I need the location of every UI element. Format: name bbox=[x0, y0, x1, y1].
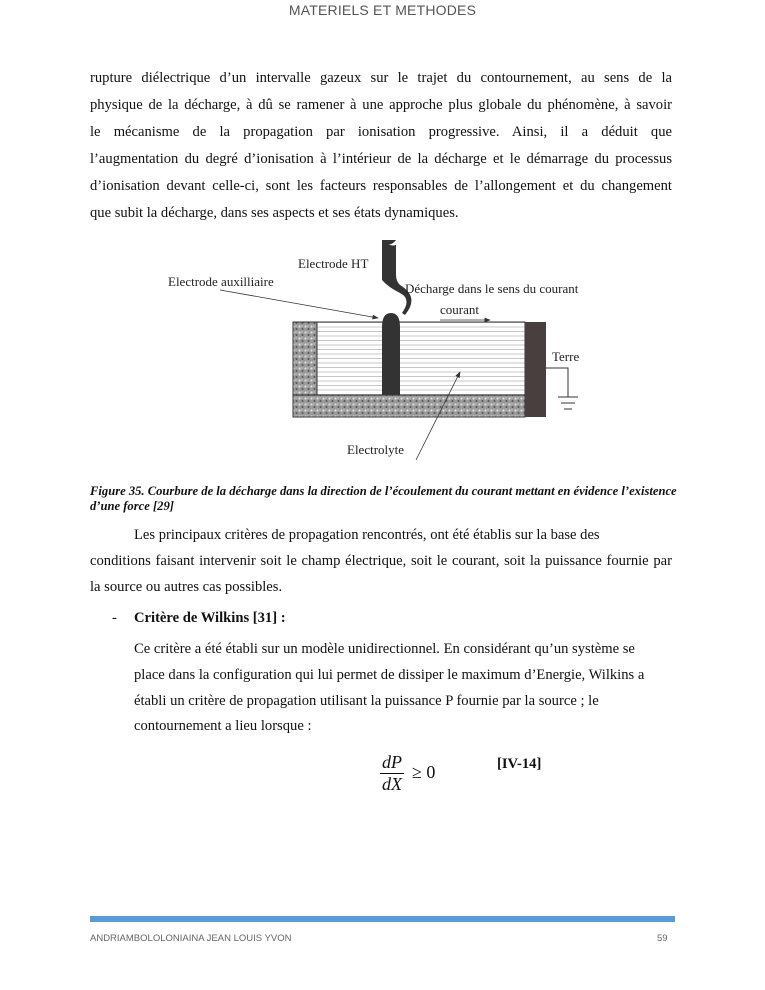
ht-electrode bbox=[382, 240, 411, 315]
base bbox=[293, 395, 525, 417]
page-header: MATERIELS ET METHODES bbox=[288, 2, 477, 18]
left-wall bbox=[293, 322, 317, 395]
label-courant: courant bbox=[440, 302, 479, 317]
label-electrode-aux: Electrode auxilliaire bbox=[168, 274, 274, 289]
auxiliary-electrode bbox=[382, 313, 400, 395]
paragraph-line: l’augmentation du degré d’ionisation à l’intérieur de la décharge et le démarrage du processus bbox=[90, 151, 672, 167]
footer-author: ANDRIAMBOLOLONIAINA JEAN LOUIS YVON bbox=[90, 933, 292, 944]
paragraph-line: physique de la décharge, à dû se ramener à une approche plus globale du phénomène, à savoir bbox=[90, 97, 672, 113]
ground-symbol-icon bbox=[546, 368, 578, 409]
bullet-marker: - bbox=[112, 610, 117, 626]
equation bbox=[380, 752, 404, 795]
eq-relation: ≥ 0 bbox=[412, 762, 436, 782]
ground-electrode bbox=[525, 322, 546, 417]
figure-caption: Figure 35. Courbure de la décharge dans la direction de l’écoulement du courant mettant en évidence l’existence d’une force [29] bbox=[90, 484, 677, 513]
paragraph-line: le mécanisme de la propagation par ionisation progressive. Ainsi, il a déduit que bbox=[90, 124, 672, 140]
paragraph-line: la source ou autres cas possibles. bbox=[90, 579, 283, 595]
figure-discharge-diagram bbox=[160, 235, 610, 470]
equation-number: [IV-14] bbox=[497, 756, 542, 772]
paragraph-line: conditions faisant intervenir soit le champ électrique, soit le courant, soit la puissance fournie par bbox=[90, 553, 672, 569]
label-terre: Terre bbox=[552, 349, 580, 364]
bullet-line: Ce critère a été établi sur un modèle unidirectionnel. En considérant qu’un système se bbox=[134, 641, 635, 657]
bullet-line: contournement a lieu lorsque : bbox=[134, 718, 312, 734]
bullet-title: Critère de Wilkins [31] : bbox=[134, 610, 286, 626]
eq-denominator: dX bbox=[382, 774, 402, 794]
bullet-line: établi un critère de propagation utilisant la puissance P fournie par la source ; le bbox=[134, 693, 599, 709]
eq-numerator: dP bbox=[382, 752, 402, 772]
label-decharge: Décharge dans le sens du courant bbox=[405, 281, 579, 296]
paragraph-line: Les principaux critères de propagation rencontrés, ont été établis sur la base des bbox=[134, 527, 600, 543]
bullet-line: place dans la configuration qui lui permet de dissiper le maximum d’Energie, Wilkins a bbox=[134, 667, 645, 683]
label-electrolyte: Electrolyte bbox=[347, 442, 405, 457]
paragraph-line: rupture diélectrique d’un intervalle gazeux sur le trajet du contournement, au sens de la bbox=[90, 70, 672, 86]
label-electrode-ht: Electrode HT bbox=[298, 256, 369, 271]
paragraph-line: d’ionisation devant celle-ci, sont les facteurs responsables de l’allongement et du changement bbox=[90, 178, 672, 194]
footer-bar bbox=[90, 916, 675, 922]
paragraph-line: que subit la décharge, dans ses aspects et ses états dynamiques. bbox=[90, 205, 459, 221]
page-number: 59 bbox=[657, 933, 668, 944]
